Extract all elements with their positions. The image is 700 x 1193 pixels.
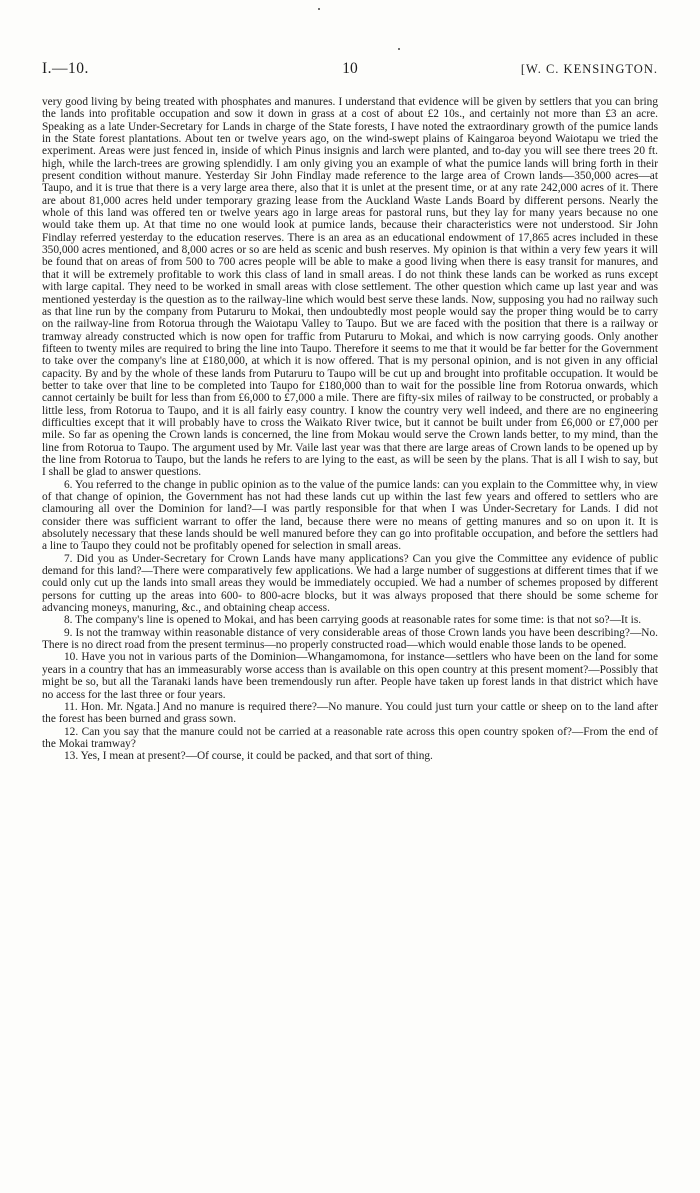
- page-number: 10: [342, 60, 358, 77]
- page-header: [42, 60, 658, 82]
- witness-name: [W. C. KENSINGTON.: [520, 62, 658, 76]
- paragraph-q10: 10. Have you not in various parts of the Dominion—Whangamomona, for instance—settlers who have been on the land for some years in a country that has an immeasurably worse access than is available on this open country at this present moment?—Possibly that might be so, but all the Taranaki lands have been tremendously run after. People have taken up forest lands in that district which have no access for the last three or four years.: [42, 651, 658, 701]
- paragraph-q9: 9. Is not the tramway within reasonable distance of very considerable areas of those Crown lands you have been describing?—No. There is no direct road from the present terminus—no properly constructed road—which would enable those lands to be opened.: [42, 626, 658, 652]
- page-reference: I.—10.: [42, 60, 89, 77]
- paragraph-statement: very good living by being treated with phosphates and manures. I understand that evidence will be given by settlers that you can bring the lands into profitable occupation and sow it down in grass at a cost of about £2 10s., and certainly not more than £3 an acre. Speaking as a late Under-Secretary for Lands in charge of the State forests, I have noted the extraordinary growth of the pumice lands in the State forest plantations. About ten or twelve years ago, on the wind-swept plains of Kaingaroa beyond Waiotapu we tried the experiment. Areas were just fenced in, inside of which Pinus insignis and larch were planted, and to-day you will see there trees 20 ft. high, while the larch-trees are growing splendidly. I am only giving you an example of what the pumice lands will bring forth in their present condition without manure. Yesterday Sir John Findlay made reference to the large area of Crown lands—350,000 acres—at Taupo, and it is true that there is a very large area there, also that it is unlet at the present time, or at any rate 242,000 acres of it. There are about 81,000 acres held under temporary grazing lease from the Auckland Waste Lands Board by different persons. Nearly the whole of this land was offered ten or twelve years ago in large areas for pastoral runs, but they lay for many years because no one would take them up. At that time no one would look at pumice lands, because their characteristics were not understood. Sir John Findlay referred yesterday to the education reserves. There is an area as an educational endowment of 17,865 acres included in these 350,000 acres mentioned, and 8,000 acres or so are held as scenic and bush reserves. My opinion is that within a very few years it will be found that on areas of from 500 to 700 acres people will be able to make a good living when there is easy transit for manures, and that it will be extremely profitable to work this class of land in small areas. I do not think these lands can be worked as runs except with large capital. They need to be worked in small areas with close settlement. The other question which came up last year and was mentioned yesterday is the question as to the railway-line which would best serve these lands. Now, supposing you had no railway such as that line run by the company from Putaruru to Mokai, then undoubtedly most people would say the proper thing would be to carry on the railway-line from Rotorua through the Waiotapu Valley to Taupo. But we are faced with the position that there is a railway or tramway already constructed which is now open for traffic from Putaruru to Mokai, and which is now carrying goods. Only another fifteen to twenty miles are required to bring the line into Taupo. Therefore it seems to me that it would be far better for the Government to take over the company's line at £180,000, at which it is now offered. That is my personal opinion, and is not given in any official capacity. By and by the whole of these lands from Putaruru to Taupo will be cut up and brought into profitable occupation. It would be better to take over that line to be completed into Taupo for £180,000 than to wait for the possible line from Rotorua onwards, which cannot certainly be built for less than from £6,000 to £7,000 a mile. There are fifty-six miles of railway to be constructed, or probably a little less, from Rotorua to Taupo, and it is all fairly easy country. I know the country very well indeed, and there are no engineering difficulties except that it will probably have to cross the Waikato River twice, but it cannot be built under from £6,000 or £7,000 per mile. So far as opening the Crown lands is concerned, the line from Mokau would serve the Crown lands better, to my mind, than the line from Rotorua to Taupo. The argument used by Mr. Vaile last year was that there are large areas of Crown lands to be opened up by the line from Rotorua to Taupo, but the lands he refers to are lying to the east, as will be seen by the plans. That is all I wish to say, but I shall be glad to answer questions.: [42, 96, 658, 479]
- paragraph-q8: 8. The company's line is opened to Mokai, and has been carrying goods at reasonable rates for some time: is that not so?—It is.: [64, 614, 642, 627]
- scan-speck: [318, 8, 320, 10]
- paragraph-q13: 13. Yes, I mean at present?—Of course, it could be packed, and that sort of thing.: [64, 750, 433, 763]
- paragraph-q12: 12. Can you say that the manure could not be carried at a reasonable rate across this open country spoken of?—From the end of the Mokai tramway?: [42, 725, 658, 750]
- paragraph-q6: 6. You referred to the change in public opinion as to the value of the pumice lands: can you explain to the Committee why, in view of that change of opinion, the Government has not had these lands cut up within the last few years and offered to settlers who are clamouring all over the Dominion for land?—I was partly responsible for that when I was Under-Secretary for Lands. I did not consider there was sufficient warrant to offer the land, because there were no means of getting manures and so on upon it. It is absolutely necessary that these lands should be well manured before they can go into profitable occupation, and before the settlers had a line to Taupo they could not be profitably opened for selection in small areas.: [42, 478, 658, 553]
- paragraph-q11: 11. Hon. Mr. Ngata.] And no manure is required there?—No manure. You could just turn your cattle or sheep on to the land after the forest has been burned and grass sown.: [42, 700, 658, 726]
- document-body: [42, 96, 658, 763]
- scan-speck: [398, 48, 400, 50]
- paragraph-q7: 7. Did you as Under-Secretary for Crown Lands have many applications? Can you give the Committee any evidence of public demand for this land?—There were comparatively few applications. We had a large number of suggestions at different times that if we could only cut up the lands into small areas they would be immediately occupied. We had a number of schemes proposed by different persons for cutting up the areas into 600- to 800-acre blocks, but it was always proposed that there should be some scheme for advancing moneys, manuring, &c., and obtaining cheap access.: [42, 552, 658, 615]
